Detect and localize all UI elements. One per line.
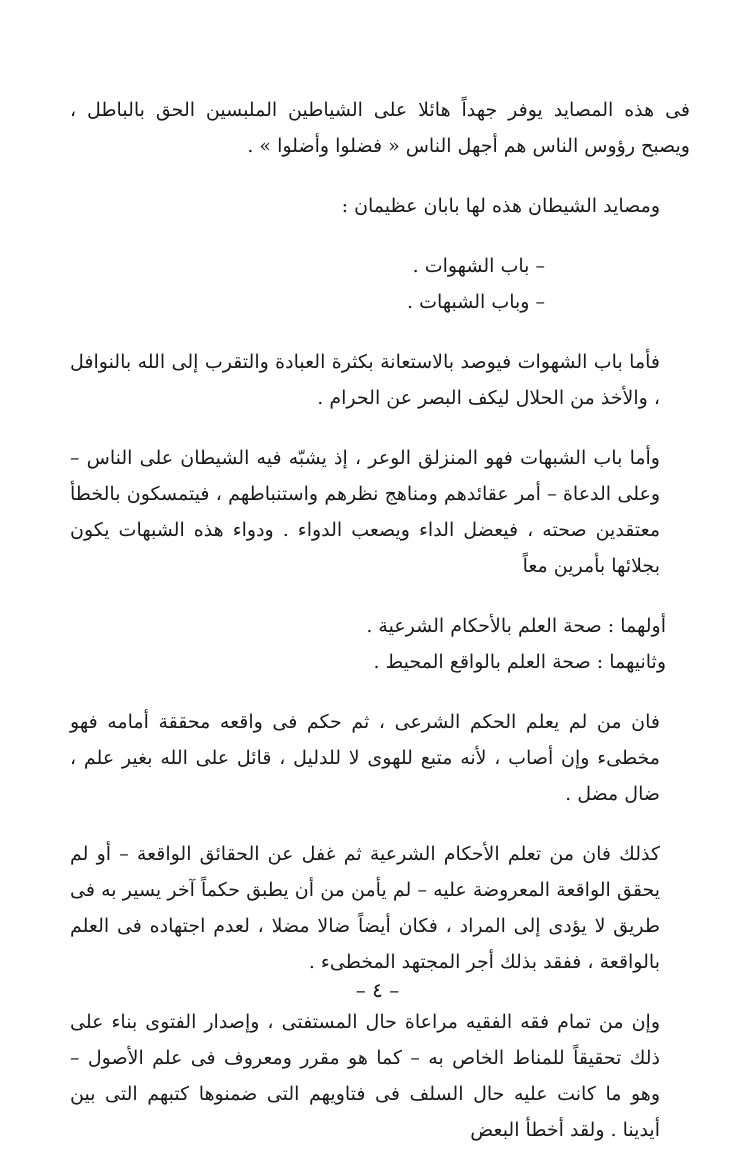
paragraph-7: وإن من تمام فقه الفقيه مراعاة حال المستفتى ، وإصدار الفتوى بناء على ذلك تحقيقاً للمناط الخاص به – كما هو مقرر ومعروف فى علم الأصول – وهو ما كانت عليه حال السلف فى فتاويهم التى ضمنوها كتبهم التى بين أيدينا . ولقد أخطأ البعض	[70, 1011, 660, 1141]
paragraph-6: كذلك فان من تعلم الأحكام الشرعية ثم غفل عن الحقائق الواقعة – أو لم يحقق الواقعة المعروضة عليه – لم يأمن من أن يطبق حكماً آخر يسير به فى طريق لا يؤدى إلى المراد ، فكان أيضاً ضالا مضلا ، لعدم اجتهاده فى العلم بالواقعة ، ففقد بذلك أجر المجتهد المخطىء .	[70, 843, 660, 973]
remedies-list	[70, 608, 690, 680]
paragraph-2: ومصايد الشيطان هذه لها بابان عظيمان :	[341, 195, 660, 217]
paragraph-1: فى هذه المصايد يوفر جهداً هائلا على الشياطين الملبسين الحق بالباطل ، ويصبح رؤوس الناس هم أجهل الناس « فضلوا وأضلوا » .	[70, 99, 690, 157]
paragraph-5: فان من لم يعلم الحكم الشرعى ، ثم حكم فى واقعه محققة أمامه فهو مخطىء وإن أصاب ، لأنه متبع للهوى لا للدليل ، قائل على الله بغير علم ، ضال مضل .	[70, 711, 660, 805]
list-item-second: وثانيهما : صحة العلم بالواقع المحيط .	[373, 651, 666, 673]
list-item-first: أولهما : صحة العلم بالأحكام الشرعية .	[366, 615, 666, 637]
page-number: – ٤ –	[355, 978, 400, 1002]
paragraph-3: فأما باب الشهوات فيوصد بالاستعانة بكثرة العبادة والتقرب إلى الله بالنوافل ، والأخذ من الحلال ليكف البصر عن الحرام .	[70, 351, 660, 409]
gates-list	[70, 248, 690, 320]
list-item-doubts: – وباب الشبهات .	[407, 291, 545, 313]
list-item-desires: – باب الشهوات .	[412, 255, 545, 277]
paragraph-4: وأما باب الشبهات فهو المنزلق الوعر ، إذ يشبّه فيه الشيطان على الناس – وعلى الدعاة – أمر عقائدهم ومناهج نظرهم واستنباطهم ، فيتمسكون بالخطأ معتقدين صحته ، فيعضل الداء ويصعب الدواء . ودواء هذه الشبهات يكون بجلائها بأمرين معاً	[70, 447, 660, 577]
page-body	[70, 92, 690, 1172]
